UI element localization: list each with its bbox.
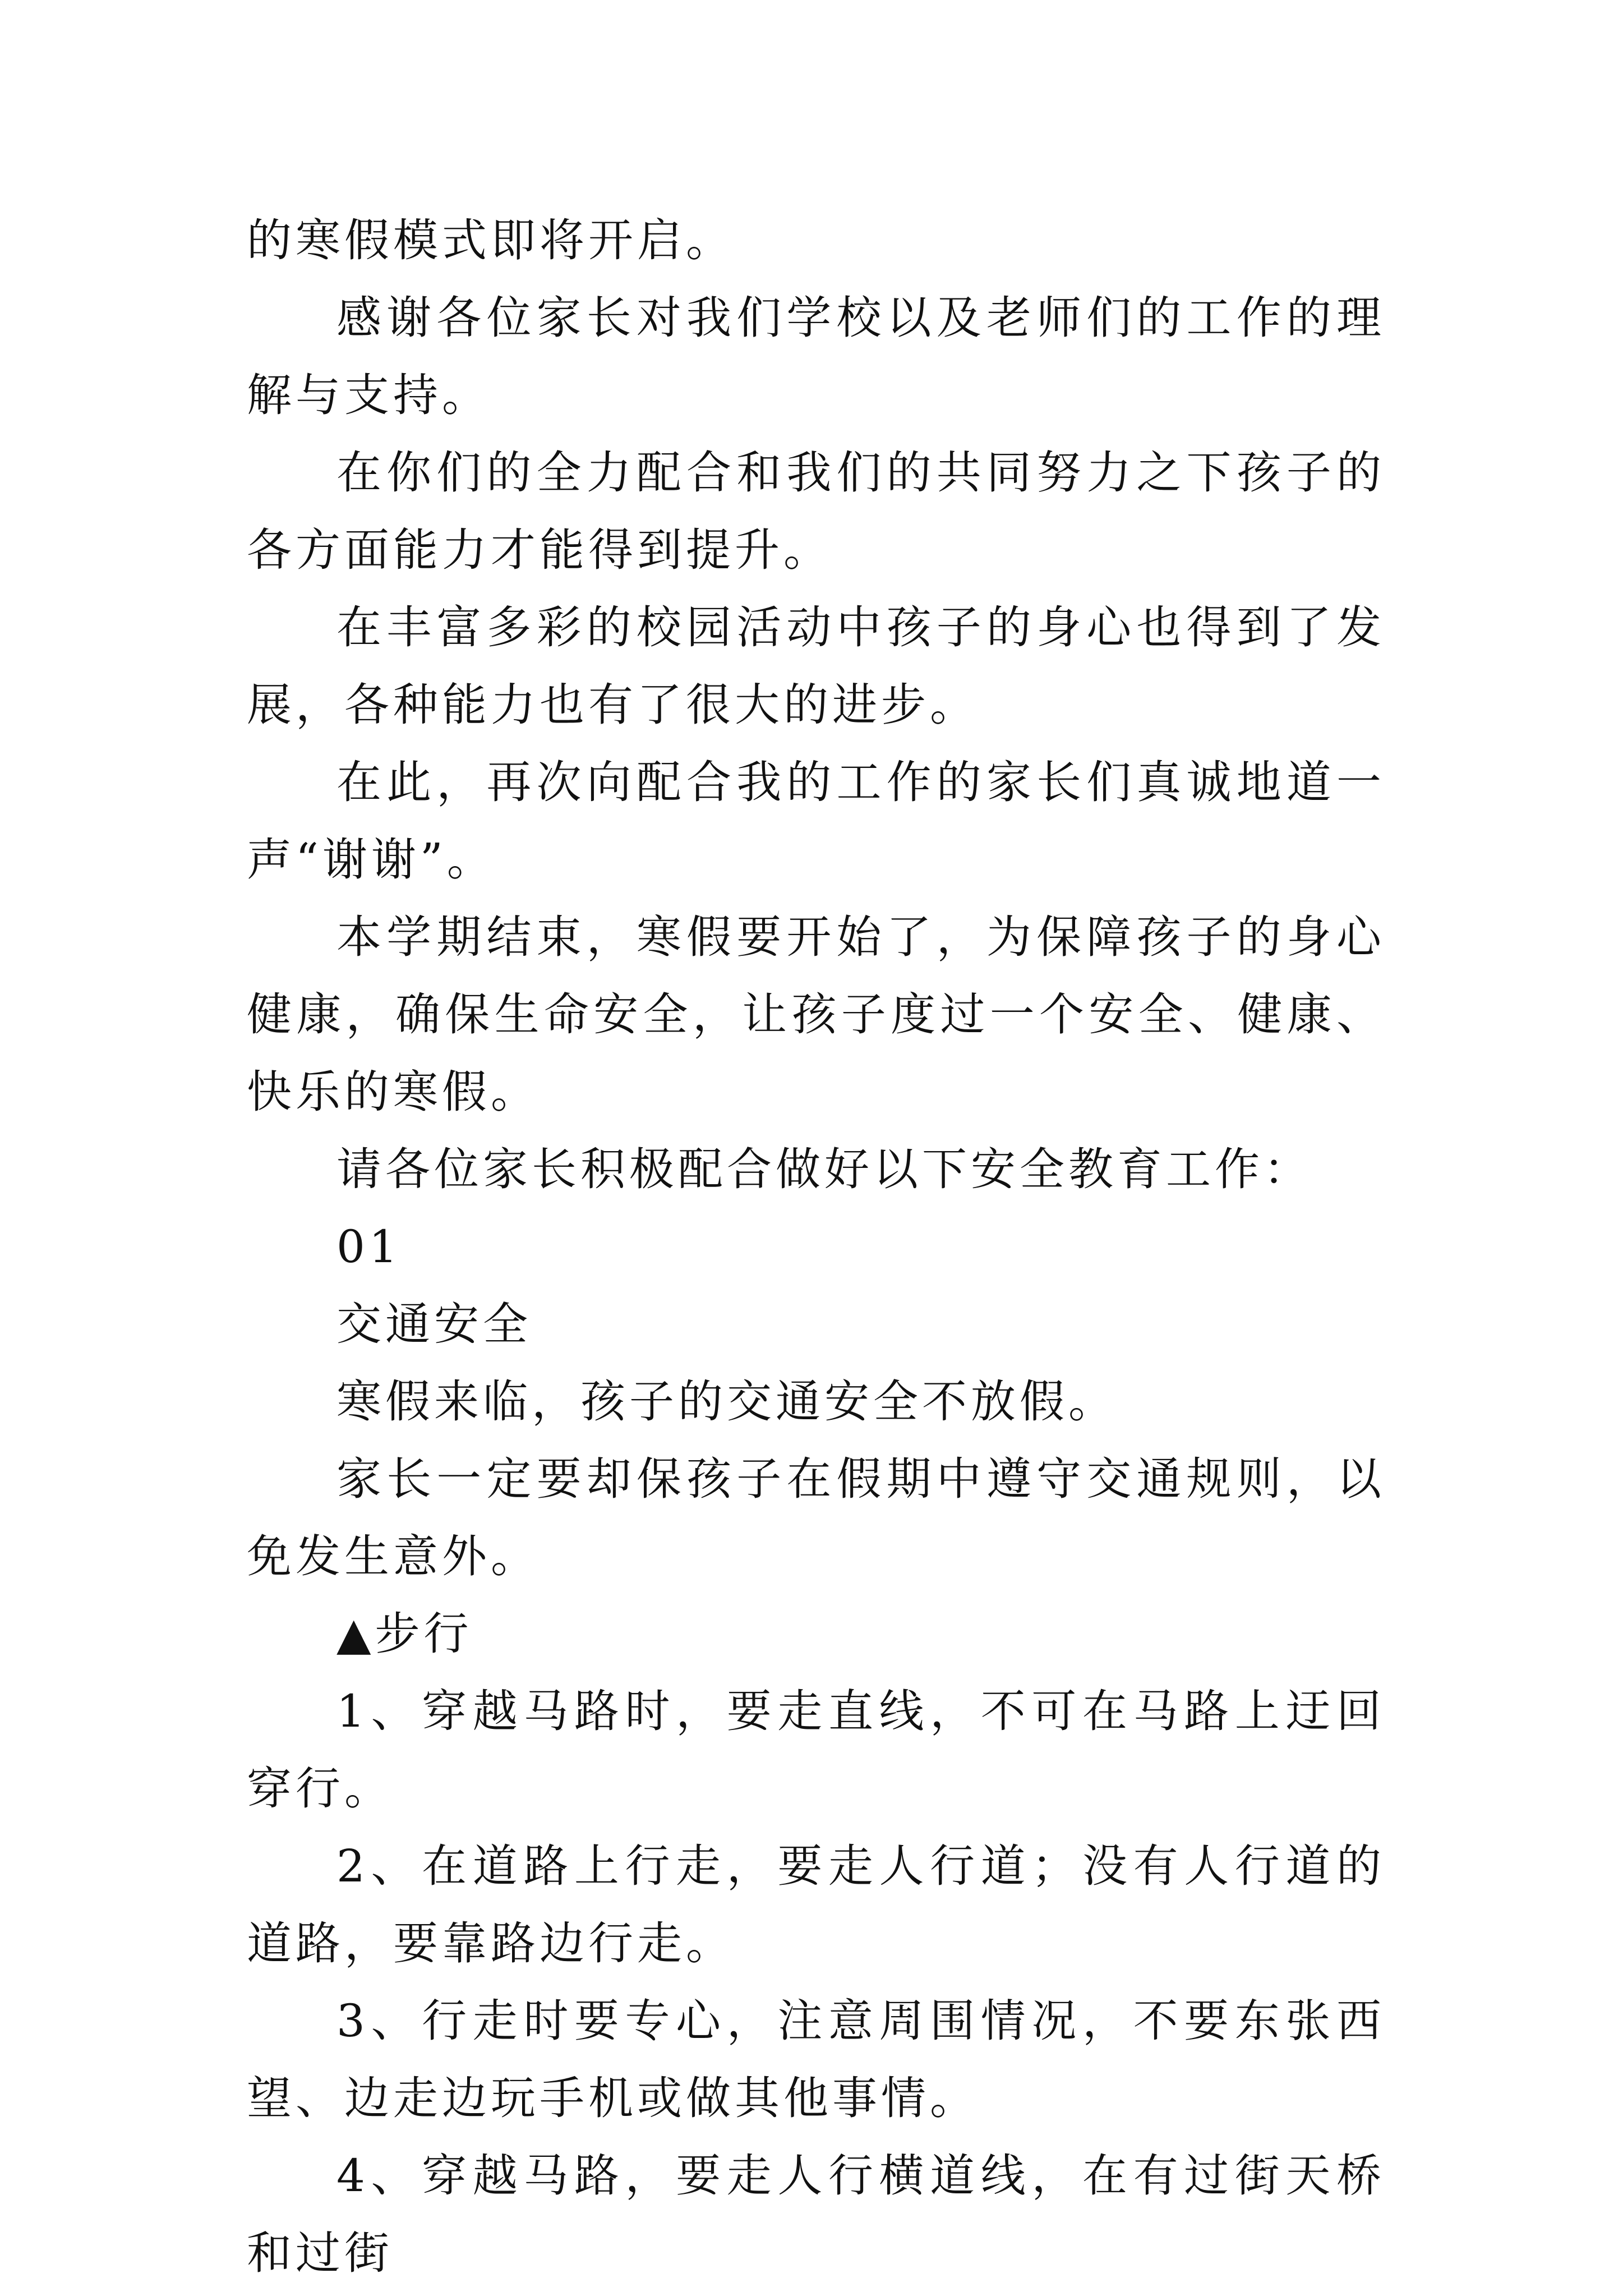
- list-item-1: 1、穿越马路时，要走直线，不可在马路上迂回穿行。: [247, 1685, 1385, 1815]
- section-heading: 交通安全: [336, 1298, 532, 1350]
- paragraph-continuation: 的寒假模式即将开启。: [247, 214, 735, 266]
- list-item-3: 3、行走时要专心，注意周围情况，不要东张西望、边走边玩手机或做其他事情。: [247, 1995, 1385, 2124]
- subheading-walking: ▲步行: [336, 1608, 473, 1660]
- paragraph-thanks: 感谢各位家长对我们学校以及老师们的工作的理解与支持。: [247, 292, 1385, 421]
- section-number: 01: [336, 1221, 402, 1273]
- paragraph-holiday: 寒假来临，孩子的交通安全不放假。: [336, 1375, 1117, 1428]
- paragraph-cooperation: 在你们的全力配合和我们的共同努力之下孩子的各方面能力才能得到提升。: [247, 447, 1385, 576]
- paragraph-traffic-rules: 家长一定要却保孩子在假期中遵守交通规则，以免发生意外。: [247, 1453, 1385, 1582]
- paragraph-request: 请各位家长积极配合做好以下安全教育工作：: [336, 1143, 1312, 1195]
- paragraph-semester-end: 本学期结束，寒假要开始了，为保障孩子的身心健康，确保生命安全，让孩子度过一个安全、健康、快乐的寒假。: [247, 911, 1385, 1118]
- list-item-2: 2、在道路上行走，要走人行道；没有人行道的道路，要靠路边行走。: [247, 1840, 1385, 1970]
- paragraph-gratitude: 在此，再次向配合我的工作的家长们真诚地道一声“谢谢”。: [247, 756, 1385, 886]
- list-item-4: 4、穿越马路，要走人行横道线，在有过街天桥和过街: [247, 2150, 1385, 2279]
- body-text: [247, 202, 1385, 2292]
- paragraph-activities: 在丰富多彩的校园活动中孩子的身心也得到了发展，各种能力也有了很大的进步。: [247, 601, 1385, 731]
